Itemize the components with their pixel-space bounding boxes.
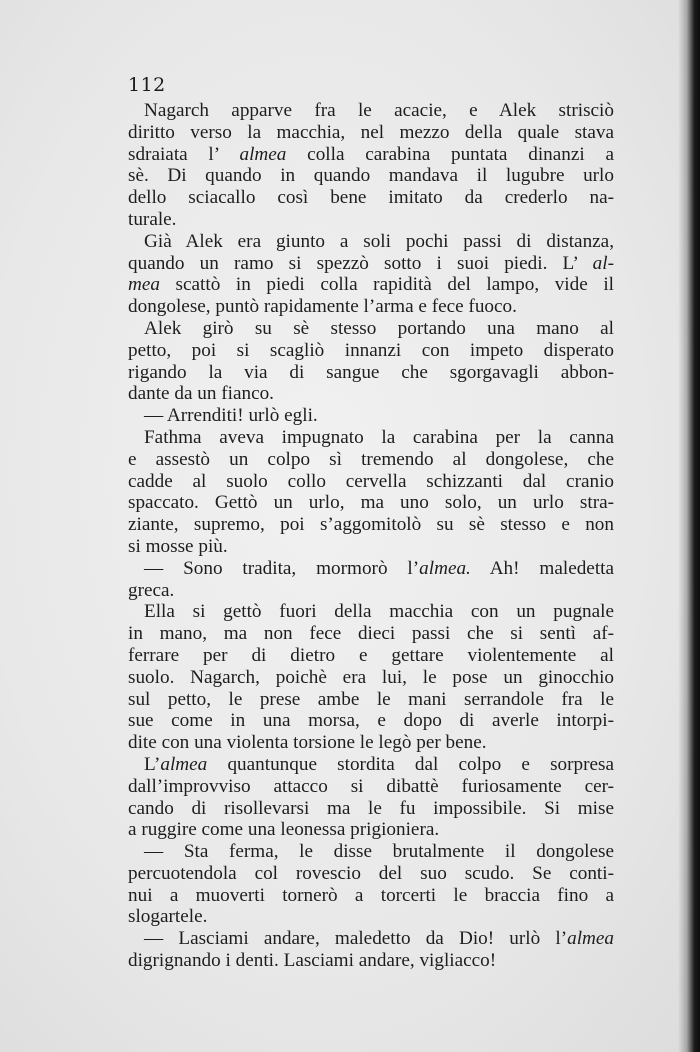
text-line: dall’improvviso attacco si dibattè furiosamente cer- — [128, 775, 614, 797]
text-line: cadde al suolo collo cervella schizzanti dal cranio — [128, 470, 614, 492]
text-line — [128, 144, 614, 166]
text-run: — Sono tradita, mormorò l’ — [144, 557, 420, 579]
text-run: Ah! maledetta — [470, 557, 615, 579]
text-line — [128, 754, 614, 776]
text-line: nui a muoverti tornerò a torcerti le braccia fino a — [128, 884, 614, 906]
text-line: percuotendola col rovescio del suo scudo. Se conti- — [128, 862, 614, 884]
text-line: Fathma aveva impugnato la carabina per la canna — [144, 426, 614, 448]
italic-word: almea — [160, 753, 208, 775]
text-line — [128, 558, 614, 580]
text-line — [128, 928, 614, 950]
italic-word: almea. — [419, 557, 471, 579]
text-line: digrignando i denti. Lasciami andare, vigliacco! — [128, 950, 497, 972]
text-line: — Sta ferma, le disse brutalmente il dongolese — [144, 841, 614, 863]
text-line: dante da un fianco. — [128, 383, 274, 405]
page-number: 112 — [128, 74, 166, 96]
text-line: in mano, ma non fece dieci passi che si sentì af- — [128, 623, 614, 645]
text-line: slogartele. — [128, 906, 208, 928]
text-line: petto, poi si scagliò innanzi con impeto disperato — [128, 339, 614, 361]
italic-word: almea — [239, 143, 287, 165]
text-line: suolo. Nagarch, poichè era lui, le pose un ginocchio — [128, 666, 614, 688]
text-line: dello sciacallo così bene imitato da crederlo na- — [128, 187, 614, 209]
text-run: quando un ramo si spezzò sotto i suoi piedi. L’ — [128, 252, 593, 274]
text-line: si mosse più. — [128, 535, 228, 557]
text-run: — Lasciami andare, maledetto da Dio! urlò l’ — [144, 928, 568, 950]
text-line: Ella si gettò fuori della macchia con un pugnale — [144, 601, 614, 623]
italic-word: mea — [128, 274, 160, 296]
body-text — [128, 100, 614, 972]
text-line — [128, 274, 614, 296]
binding-shadow — [678, 0, 700, 1052]
text-line: ziante, supremo, poi s’aggomitolò su sè stesso e non — [128, 514, 614, 536]
text-line: turale. — [128, 208, 177, 230]
text-line: rigando la via di sangue che sgorgavagli abbon- — [128, 361, 614, 383]
text-run: sdraiata l’ — [128, 143, 240, 165]
text-line: dongolese, puntò rapidamente l’arma e fece fuoco. — [128, 296, 517, 318]
text-line: sue come in una morsa, e dopo di averle intorpi- — [128, 710, 614, 732]
text-line — [128, 253, 614, 275]
text-run: colla carabina puntata dinanzi a — [286, 143, 614, 165]
text-line: diritto verso la macchia, nel mezzo della quale stava — [128, 121, 614, 143]
text-line: ferrare per di dietro e gettare violentemente al — [128, 644, 614, 666]
text-line: a ruggire come una leonessa prigioniera. — [128, 819, 440, 841]
text-line: Già Alek era giunto a soli pochi passi di distanza, — [144, 230, 614, 252]
text-line: sul petto, le prese ambe le mani serrandole fra le — [128, 688, 614, 710]
text-line: Alek girò su sè stesso portando una mano al — [144, 317, 614, 339]
text-line: sè. Di quando in quando mandava il lugubre urlo — [128, 165, 614, 187]
italic-word: almea — [567, 928, 614, 950]
text-line: greca. — [128, 579, 175, 601]
text-run: L’ — [144, 753, 161, 775]
italic-word: al- — [592, 252, 614, 274]
text-line: e assestò un colpo sì tremendo al dongolese, che — [128, 448, 614, 470]
text-line: — Arrenditi! urlò egli. — [144, 405, 318, 427]
text-line: spaccato. Gettò un urlo, ma uno solo, un urlo stra- — [128, 492, 614, 514]
text-line: dite con una violenta torsione le legò per bene. — [128, 732, 487, 754]
text-run: quantunque stordita dal colpo e sorpresa — [207, 753, 614, 775]
text-line: cando di risollevarsi ma le fu impossibile. Si mise — [128, 797, 614, 819]
text-run: scattò in piedi colla rapidità del lampo, vide il — [159, 274, 614, 296]
text-line: Nagarch apparve fra le acacie, e Alek strisciò — [144, 100, 614, 121]
